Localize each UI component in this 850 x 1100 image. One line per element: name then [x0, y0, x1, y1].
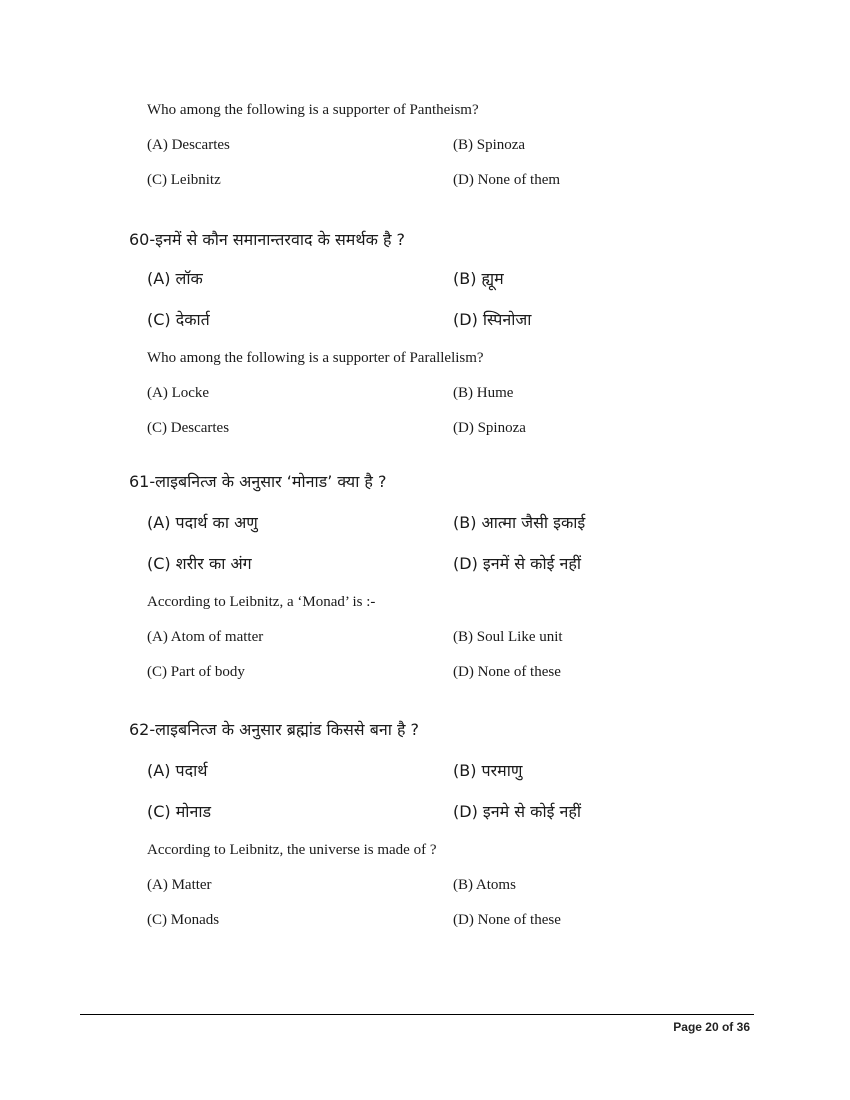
options-row: [0, 550, 850, 578]
question-text: Who among the following is a supporter of Parallelism?: [147, 350, 484, 366]
options-row: [0, 798, 850, 826]
option-c: (C) Leibnitz: [147, 172, 221, 188]
options-row: [0, 871, 850, 899]
option-d: (D) Spinoza: [453, 420, 526, 436]
option-a: (A) पदार्थ: [147, 761, 208, 780]
options-row: [0, 658, 850, 686]
options-row: [0, 414, 850, 442]
question-row: [0, 468, 850, 496]
option-b: (B) Spinoza: [453, 137, 526, 153]
option-b: (B) ह्यूम: [453, 269, 504, 288]
options-row: [0, 906, 850, 934]
option-c: (C) शरीर का अंग: [147, 554, 252, 573]
option-c: (C) देकार्त: [147, 310, 210, 329]
question-row: [0, 226, 850, 254]
option-c: (C) मोनाड: [147, 802, 212, 821]
option-a: (A) Atom of matter: [147, 629, 264, 645]
option-b: (B) Hume: [453, 385, 514, 401]
option-b: (B) Atoms: [453, 877, 516, 893]
page-number: Page 20 of 36: [673, 1020, 750, 1034]
option-a: (A) Matter: [147, 877, 212, 893]
question-row: [0, 96, 850, 124]
option-a: (A) लॉक: [147, 269, 203, 288]
option-b: (B) आत्मा जैसी इकाई: [453, 513, 586, 532]
options-row: [0, 265, 850, 293]
options-row: [0, 623, 850, 651]
question-text-hindi: 60-इनमें से कौन समानान्तरवाद के समर्थक है ?: [129, 230, 406, 249]
option-c: (C) Part of body: [147, 664, 245, 680]
question-text: Who among the following is a supporter of Pantheism?: [147, 102, 479, 118]
option-d: (D) इनमें से कोई नहीं: [453, 554, 582, 573]
question-row: [0, 716, 850, 744]
options-row: [0, 379, 850, 407]
question-text: According to Leibnitz, a ‘Monad’ is :-: [147, 594, 376, 610]
option-d: (D) None of them: [453, 172, 561, 188]
question-text-hindi: 61-लाइबनित्ज के अनुसार ‘मोनाड’ क्या है ?: [129, 472, 387, 491]
option-a: (A) Descartes: [147, 137, 230, 153]
option-d: (D) None of these: [453, 912, 561, 928]
option-c: (C) Descartes: [147, 420, 230, 436]
option-d: (D) None of these: [453, 664, 561, 680]
option-a: (A) पदार्थ का अणु: [147, 513, 258, 532]
options-row: [0, 131, 850, 159]
question-text: According to Leibnitz, the universe is made of ?: [147, 842, 437, 858]
question-text-hindi: 62-लाइबनित्ज के अनुसार ब्रह्मांड किससे बना है ?: [129, 720, 420, 739]
options-row: [0, 306, 850, 334]
option-b: (B) परमाणु: [453, 761, 523, 780]
option-d: (D) स्पिनोजा: [453, 310, 532, 329]
option-a: (A) Locke: [147, 385, 210, 401]
option-c: (C) Monads: [147, 912, 220, 928]
options-row: [0, 757, 850, 785]
option-b: (B) Soul Like unit: [453, 629, 563, 645]
options-row: [0, 166, 850, 194]
options-row: [0, 509, 850, 537]
option-d: (D) इनमे से कोई नहीं: [453, 802, 582, 821]
footer-divider: [80, 1014, 754, 1015]
question-row: [0, 836, 850, 864]
question-row: [0, 344, 850, 372]
question-row: [0, 588, 850, 616]
